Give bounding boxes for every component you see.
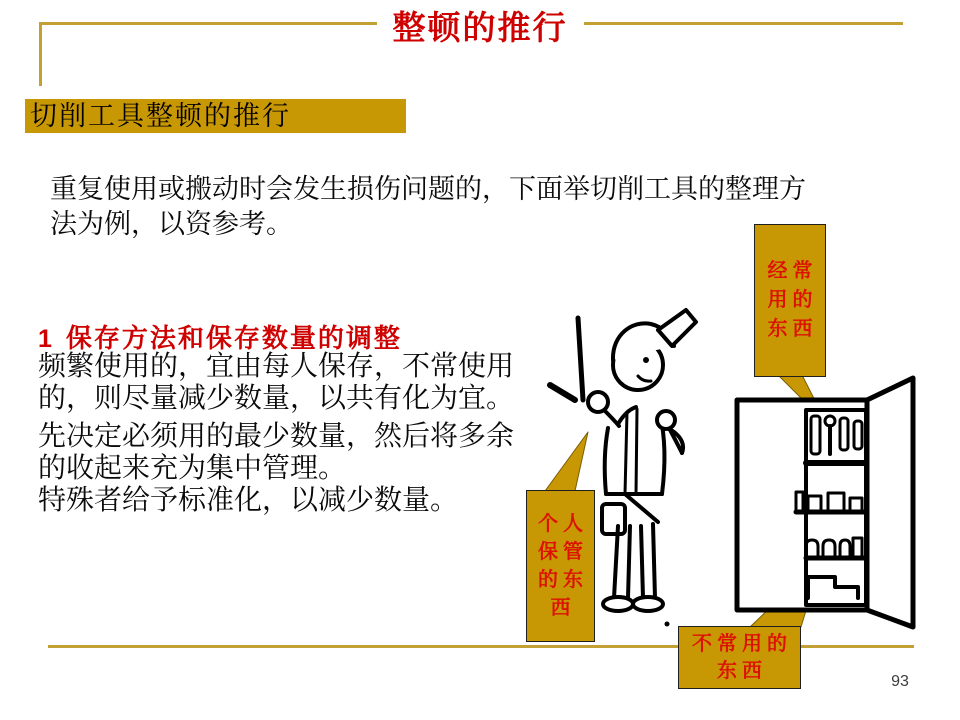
body-line-1: 频繁使用的，宜由每人保存，不常使用 <box>38 351 515 382</box>
callout-often-used <box>754 224 826 377</box>
body-line-2: 的，则尽量减少数量，以共有化为宜。 <box>38 383 515 414</box>
intro-line-2: 法为例，以资参考。 <box>50 209 293 239</box>
body-line-3: 先决定必须用的最少数量，然后将多余 <box>38 421 515 452</box>
callout-personal-line-1: 个人 <box>538 513 588 535</box>
point1-heading-text: 保存方法和保存数量的调整 <box>65 324 402 353</box>
callout-personal-line-4: 西 <box>550 597 576 619</box>
callout-personal-line-2: 保管 <box>538 541 588 563</box>
callout-rarely-used <box>678 626 801 689</box>
callout-often-line-1: 经常 <box>767 260 818 282</box>
callout-often-line-2: 用的 <box>767 289 818 311</box>
body-line-4: 的收起来充为集中管理。 <box>38 453 347 484</box>
cabinet-illustration <box>737 378 913 627</box>
page-title-text: 整顿的推行 <box>377 8 584 50</box>
point1-body <box>38 351 528 517</box>
page-title <box>0 8 960 50</box>
callout-rare-line-2: 东西 <box>717 659 767 682</box>
page-number: 93 <box>891 673 909 690</box>
body-line-5: 特殊者给予标准化，以减少数量。 <box>38 485 459 516</box>
intro-line-1: 重复使用或搬动时会发生损伤问题的，下面举切削工具的整理方 <box>50 174 806 204</box>
callout-rare-line-1: 不常用的 <box>692 632 792 655</box>
callout-pointer-personal <box>545 432 588 491</box>
point1-number: 1 <box>38 325 52 353</box>
section-header-bar <box>25 99 406 133</box>
point1-heading <box>38 318 402 355</box>
callout-personal-keep <box>526 490 595 642</box>
callout-personal-line-3: 的东 <box>538 569 588 591</box>
callout-often-line-3: 东西 <box>767 318 818 340</box>
section-header-label: 切削工具整顿的推行 <box>30 101 291 131</box>
